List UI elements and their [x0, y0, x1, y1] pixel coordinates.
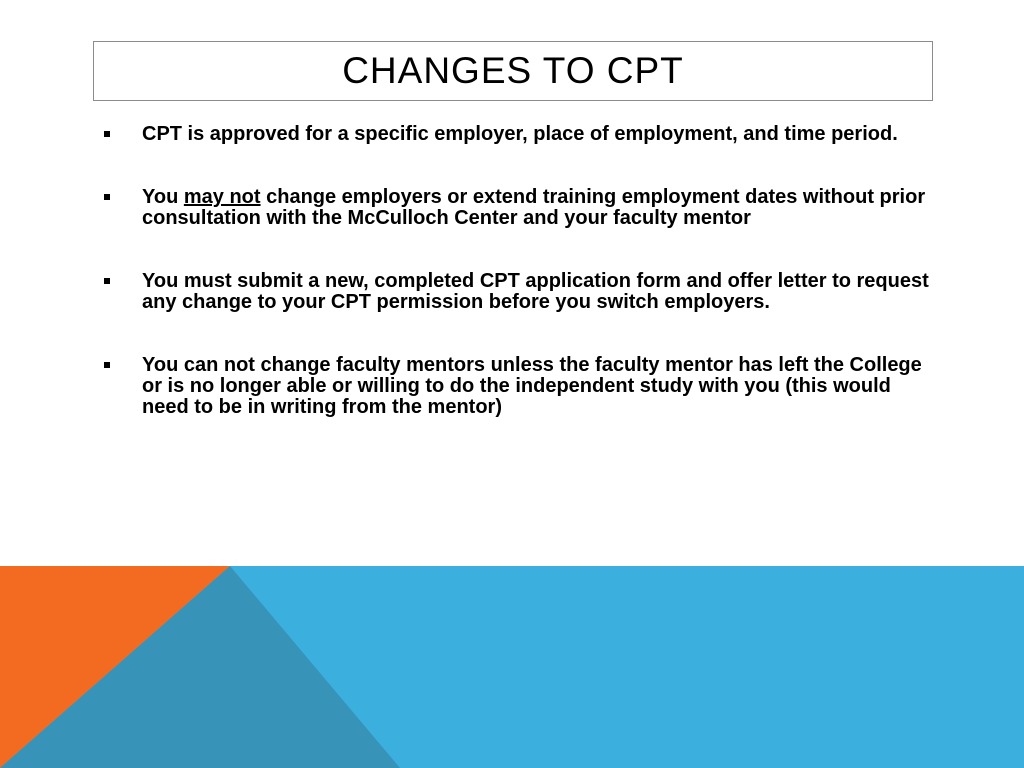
square-bullet-icon — [104, 362, 110, 368]
bullet-text: You must submit a new, completed CPT application form and offer letter to request any change to your CPT permission before you switch employers. — [142, 270, 929, 313]
bullet-item — [100, 271, 940, 313]
bullet-text: CPT is approved for a specific employer, place of employment, and time period. — [142, 123, 898, 145]
title-box — [93, 41, 933, 101]
bullet-item — [100, 187, 940, 229]
slide-title: CHANGES TO CPT — [342, 50, 684, 91]
bullet-text-underlined: may not — [183, 186, 261, 208]
bullet-text-suffix: change employers or extend training employment dates without prior consultation with the McCulloch Center and your faculty mentor — [142, 186, 926, 229]
bullet-item — [100, 124, 940, 145]
bullet-list — [100, 124, 940, 460]
square-bullet-icon — [104, 278, 110, 284]
square-bullet-icon — [104, 194, 110, 200]
bullet-text-prefix: You — [142, 186, 184, 208]
bullet-text: You can not change faculty mentors unless the faculty mentor has left the College or is no longer able or willing to do the independent study with you (this would need to be in writing from the mentor) — [142, 354, 922, 418]
square-bullet-icon — [104, 131, 110, 137]
bullet-item — [100, 355, 940, 418]
decorative-bottom-band — [0, 566, 1024, 768]
